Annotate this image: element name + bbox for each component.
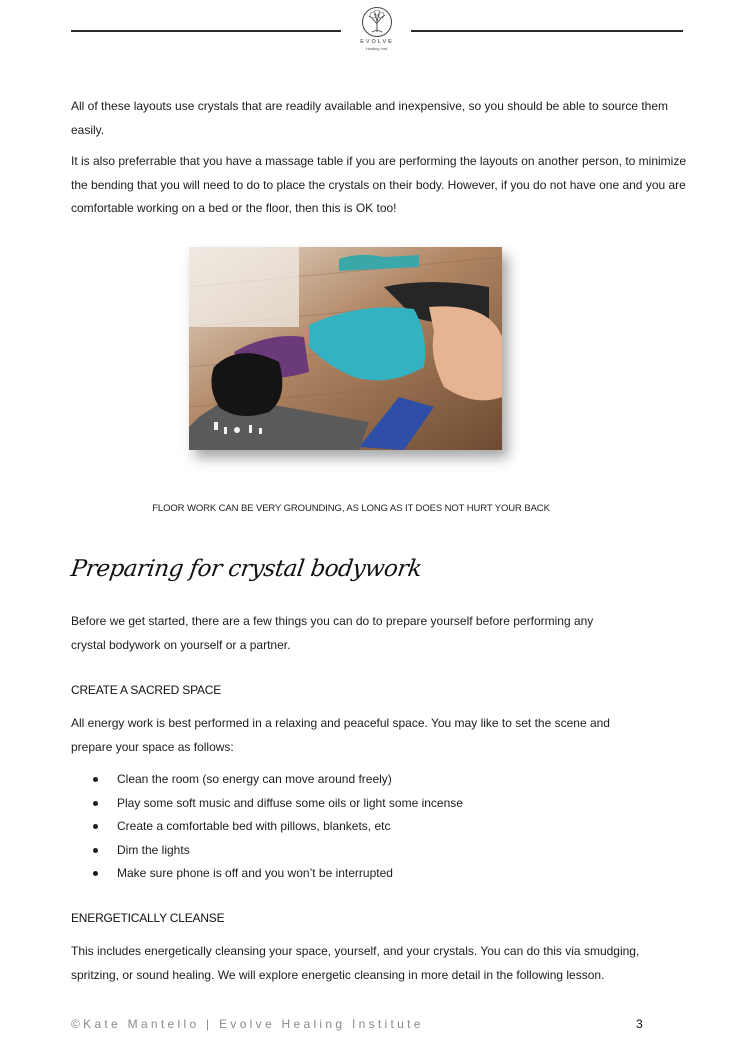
paragraph-massage-table: It is also preferrable that you have a massage table if you are performing the layouts on another person, to minimize the bending that you will need to do to place the crystals on their body. However, if you do not have one and you are comfortable working on a bed or the floor, then this is OK too! — [71, 154, 686, 215]
bullet-icon — [93, 777, 98, 782]
paragraph-before-started: Before we get started, there are a few things you can do to prepare yourself before performing any crystal bodywork on yourself or a partner. — [71, 614, 594, 652]
list-item — [93, 862, 463, 886]
list-item — [93, 839, 463, 863]
list-item — [93, 768, 463, 792]
list-item-text: Make sure phone is off and you won’t be interrupted — [117, 866, 393, 880]
footer-copyright: ©Kate Mantello | Evolve Healing Institute — [71, 1017, 424, 1031]
list-item — [93, 815, 463, 839]
logo-text: EVOLVE — [360, 39, 394, 45]
bullet-icon — [93, 801, 98, 806]
subheading-sacred-space: CREATE A SACRED SPACE — [71, 683, 222, 697]
bullet-icon — [93, 871, 98, 876]
paragraph-cleansing: This includes energetically cleansing your space, yourself, and your crystals. You can do this via smudging, spritzing, or sound healing. We will explore energetic cleansing in more detail in the following lesson. — [71, 944, 640, 982]
page-number: 3 — [636, 1017, 643, 1031]
bullet-icon — [93, 824, 98, 829]
subheading-energetically-cleanse: ENERGETICALLY CLEANSE — [71, 911, 225, 925]
tree-of-life-icon — [361, 6, 393, 38]
bullet-icon — [93, 848, 98, 853]
list-item-text: Play some soft music and diffuse some oils or light some incense — [117, 795, 463, 810]
list-item-text: Clean the room (so energy can move around freely) — [117, 772, 392, 786]
paragraph-crystals-available: All of these layouts use crystals that are readily available and inexpensive, so you should be able to source them easily. — [71, 99, 669, 137]
floor-work-photo — [189, 247, 502, 450]
section-heading: Preparing for crystal bodywork — [69, 556, 424, 582]
photo-caption: FLOOR WORK CAN BE VERY GROUNDING, AS LONG AS IT DOES NOT HURT YOUR BACK — [152, 503, 550, 514]
list-item-text: Create a comfortable bed with pillows, blankets, etc — [117, 819, 391, 833]
sacred-space-list — [93, 768, 463, 886]
paragraph-energy-work: All energy work is best performed in a relaxing and peaceful space. You may like to set the scene and prepare your space as follows: — [71, 716, 610, 754]
evolve-logo — [352, 6, 402, 58]
header-rule-left — [71, 30, 341, 32]
list-item-text: Dim the lights — [117, 842, 190, 857]
header-rule-right — [411, 30, 683, 32]
logo-subtext: Healing Inst. — [365, 46, 389, 51]
list-item — [93, 792, 463, 816]
